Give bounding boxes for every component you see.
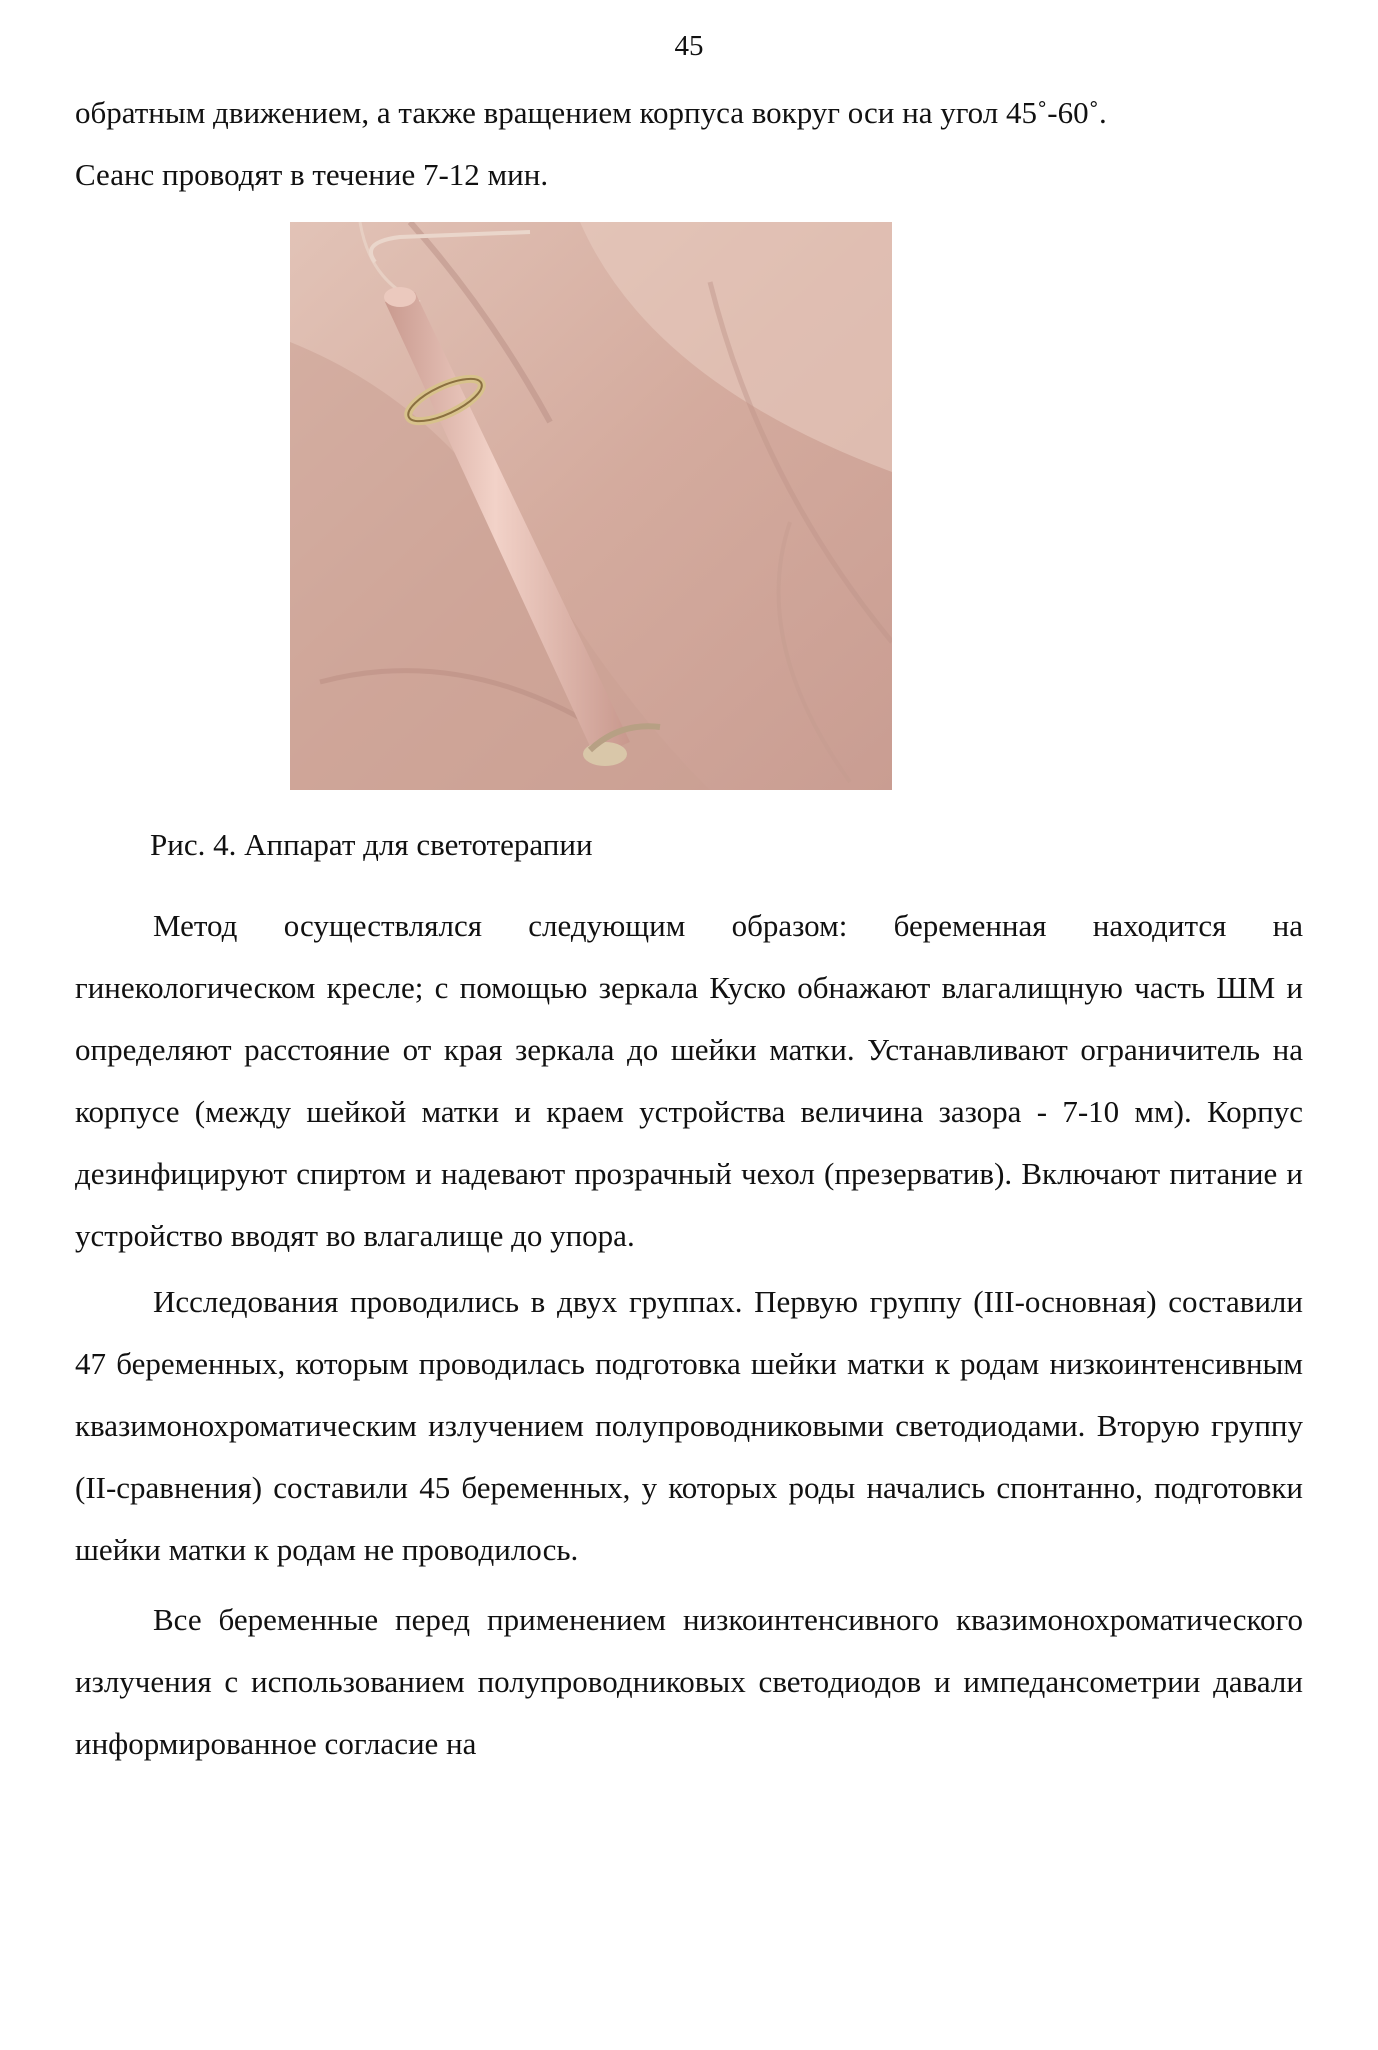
paragraph-groups: Исследования проводились в двух группах. Первую группу (III-основная) составили 47 беременных, которым проводилась подготовка шейки матки к родам низкоинтенсивным квазимонохроматическим излучением полупроводниковыми светодиодами. Вторую группу (II-сравнения) составили 45 беременных, у которых роды начались спонтанно, подготовки шейки матки к родам не проводилось.	[75, 1284, 1303, 1567]
phototherapy-device-icon	[290, 222, 892, 790]
continuation-line-2: Сеанс проводят в течение 7-12 мин.	[75, 157, 549, 192]
page-number: 45	[674, 30, 704, 62]
body-text	[75, 895, 1303, 1775]
continuation-text	[75, 82, 1303, 206]
phototherapy-device-image	[290, 222, 892, 790]
figure-caption: Рис. 4. Аппарат для светотерапии	[150, 827, 593, 862]
paragraph-method: Метод осуществлялся следующим образом: беременная находится на гинекологическом кресле; с помощью зеркала Куско обнажают влагалищную часть ШМ и определяют расстояние от края зеркала до шейки матки. Устанавливают ограничитель на корпусе (между шейкой матки и краем устройства величина зазора - 7-10 мм). Корпус дезинфицируют спиртом и надевают прозрачный чехол (презерватив). Включают питание и устройство вводят во влагалище до упора.	[75, 908, 1303, 1253]
continuation-line-1: обратным движением, а также вращением корпуса вокруг оси на угол 45˚-60˚.	[75, 95, 1107, 130]
paragraph-consent: Все беременные перед применением низкоинтенсивного квазимонохроматического излучения с использованием полупроводниковых светодиодов и импедансометрии давали информированное согласие на	[75, 1602, 1303, 1761]
